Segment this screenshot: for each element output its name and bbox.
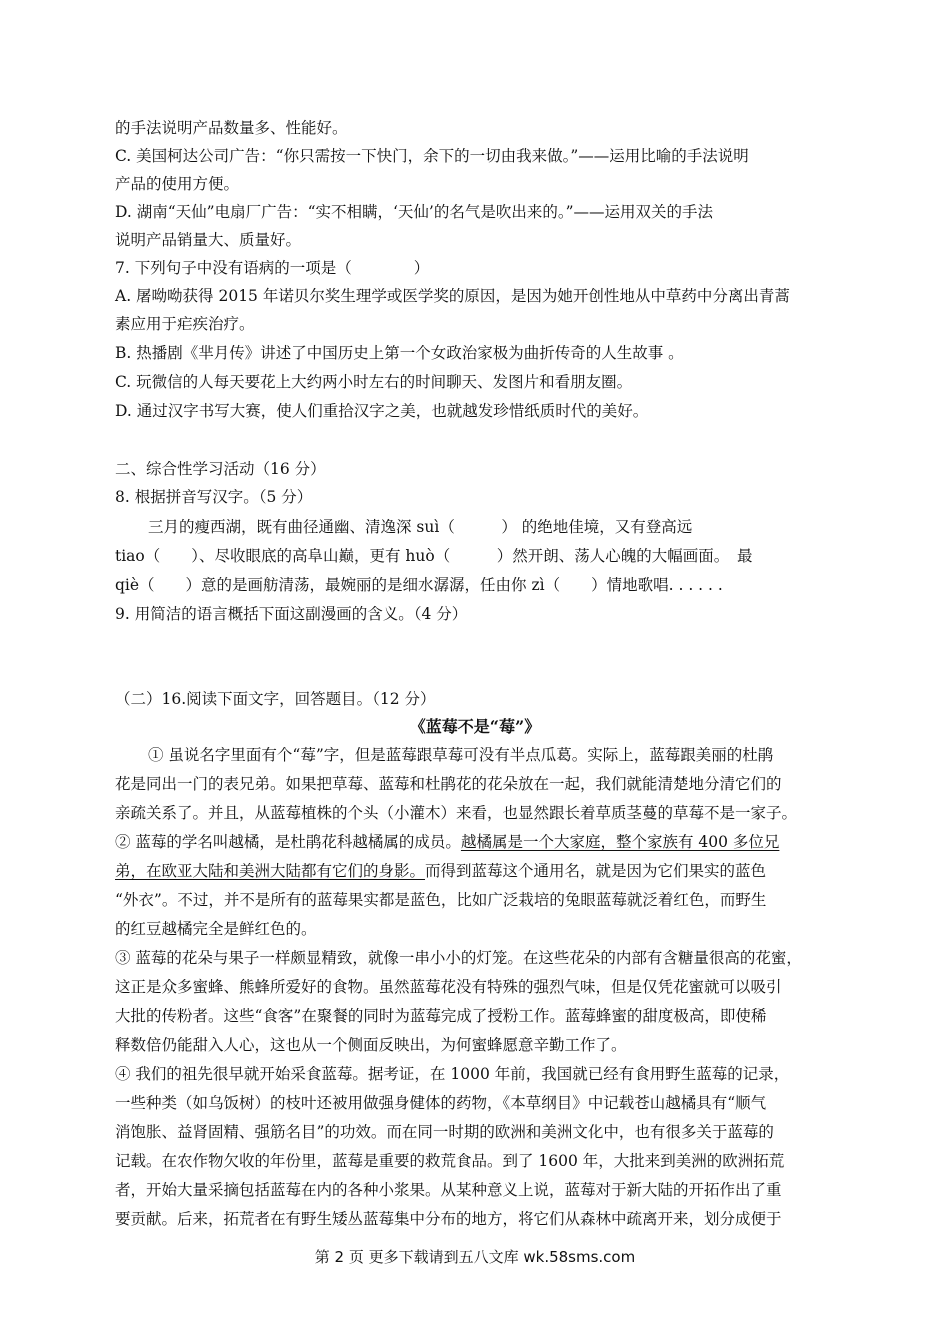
paragraph-line: ③ 蓝莓的花朵与果子一样颇显精致，就像一串小小的灯笼。在这些花朵的内部有含糖量很高的花蜜， (115, 949, 802, 967)
paragraph-line: ① 虽说名字里面有个“莓”字，但是蓝莓跟草莓可没有半点瓜葛。实际上，蓝莓跟美丽的杜鹃 (148, 746, 774, 764)
paragraph-line: 大批的传粉者。这些“食客”在聚餐的同时为蓝莓完成了授粉工作。蓝莓蜂蜜的甜度极高，即使稀 (115, 1007, 767, 1025)
paragraph-line: “外衣”。不过，并不是所有的蓝莓果实都是蓝色，比如广泛栽培的兔眼蓝莓就泛着红色，而野生 (115, 891, 767, 909)
section-heading: 二、综合性学习活动（16 分） (115, 460, 326, 478)
paragraph-line: 的红豆越橘完全是鲜红色的。 (115, 920, 317, 938)
paragraph-line: 这正是众多蜜蜂、熊蜂所爱好的食物。虽然蓝莓花没有特殊的强烈气味，但是仅凭花蜜就可以吸引 (115, 978, 782, 996)
option-d: D. 通过汉字书写大赛，使人们重拾汉字之美，也就越发珍惜纸质时代的美好。 (115, 402, 649, 420)
paragraph-line: 要贡献。后来，拓荒者在有野生矮丛蓝莓集中分布的地方，将它们从森林中疏离开来，划分成便于 (115, 1210, 782, 1228)
article-title: 《蓝莓不是“莓”》 (409, 717, 541, 736)
paragraph-line: 一些种类（如乌饭树）的枝叶还被用做强身健体的药物，《本草纲目》中记载苍山越橘具有“顺气 (115, 1094, 767, 1112)
text-line: qiè（ ）意的是画舫清荡，最婉丽的是细水潺潺，任由你 zì（ ）情地歌唱. . . . . . (115, 576, 723, 594)
text-line: 三月的瘦西湖，既有曲径通幽、清逸深 suì（ ） 的绝地佳境，又有登高远 (148, 518, 693, 536)
text-line: tiao（ ）、尽收眼底的高阜山巅，更有 huò（ ）然开朗、荡人心魄的大幅画面。 最 (115, 547, 753, 565)
paragraph-text: ② 蓝莓的学名叫越橘，是杜鹃花科越橘属的成员。 (115, 833, 461, 851)
paragraph-line: ④ 我们的祖先很早就开始采食蓝莓。据考证，在 1000 年前，我国就已经有食用野生蓝莓的记录， (115, 1065, 790, 1083)
reading-intro: （二）16.阅读下面文字，回答题目。（12 分） (115, 690, 436, 708)
text-line: 素应用于疟疾治疗。 (115, 315, 255, 333)
option-a: A. 屠呦呦获得 2015 年诺贝尔奖生理学或医学奖的原因，是因为她开创性地从中草药中分离出青蒿 (115, 287, 790, 305)
paragraph-line: 者，开始大量采摘包括蓝莓在内的各种小浆果。从某种意义上说，蓝莓对于新大陆的开拓作出了重 (115, 1181, 782, 1199)
question-9: 9. 用简洁的语言概括下面这副漫画的含义。（4 分） (115, 605, 468, 623)
paragraph-line: 亲疏关系了。并且，从蓝莓植株的个头（小灌木）来看，也显然跟长着草质茎蔓的草莓不是一家子。 (115, 804, 798, 822)
text-line: C. 美国柯达公司广告：“你只需按一下快门，余下的一切由我来做。”——运用比喻的手法说明 (115, 147, 749, 165)
paragraph-line: 花是同出一门的表兄弟。如果把草莓、蓝莓和杜鹃花的花朵放在一起，我们就能清楚地分清它们的 (115, 775, 782, 793)
paragraph-text: 而得到蓝莓这个通用名，就是因为它们果实的蓝色 (425, 862, 767, 880)
paragraph-line: 消饱胀、益肾固精、强筋名目”的功效。而在同一时期的欧洲和美洲文化中，也有很多关于蓝莓的 (115, 1123, 774, 1141)
option-b: B. 热播剧《芈月传》讲述了中国历史上第一个女政治家极为曲折传奇的人生故事 。 (115, 344, 684, 362)
paragraph-line (115, 832, 840, 852)
text-line: D. 湖南“天仙”电扇厂广告：“实不相瞒，‘天仙’的名气是吹出来的。”——运用双关的手法 (115, 203, 714, 221)
underlined-sentence: 越橘属是一个大家庭，整个家族有 400 多位兄 (460, 833, 780, 851)
text-line: 产品的使用方便。 (115, 175, 240, 193)
question-7: 7. 下列句子中没有语病的一项是（ ） (115, 259, 430, 277)
underlined-sentence: 弟，在欧亚大陆和美洲大陆都有它们的身影。 (115, 862, 426, 880)
page-footer: 第 2 页 更多下载请到五八文库 wk.58sms.com (314, 1248, 636, 1266)
question-8: 8. 根据拼音写汉字。（5 分） (115, 488, 313, 506)
paragraph-line: 释数倍仍能甜入人心，这也从一个侧面反映出，为何蜜蜂愿意辛勤工作了。 (115, 1036, 627, 1054)
option-c: C. 玩微信的人每天要花上大约两小时左右的时间聊天、发图片和看朋友圈。 (115, 373, 633, 391)
paragraph-line (115, 861, 840, 881)
text-line: 的手法说明产品数量多、性能好。 (115, 119, 348, 137)
text-line: 说明产品销量大、质量好。 (115, 231, 302, 249)
paragraph-line: 记载。在农作物欠收的年份里，蓝莓是重要的救荒食品。到了 1600 年，大批来到美洲的欧洲拓荒 (115, 1152, 785, 1170)
